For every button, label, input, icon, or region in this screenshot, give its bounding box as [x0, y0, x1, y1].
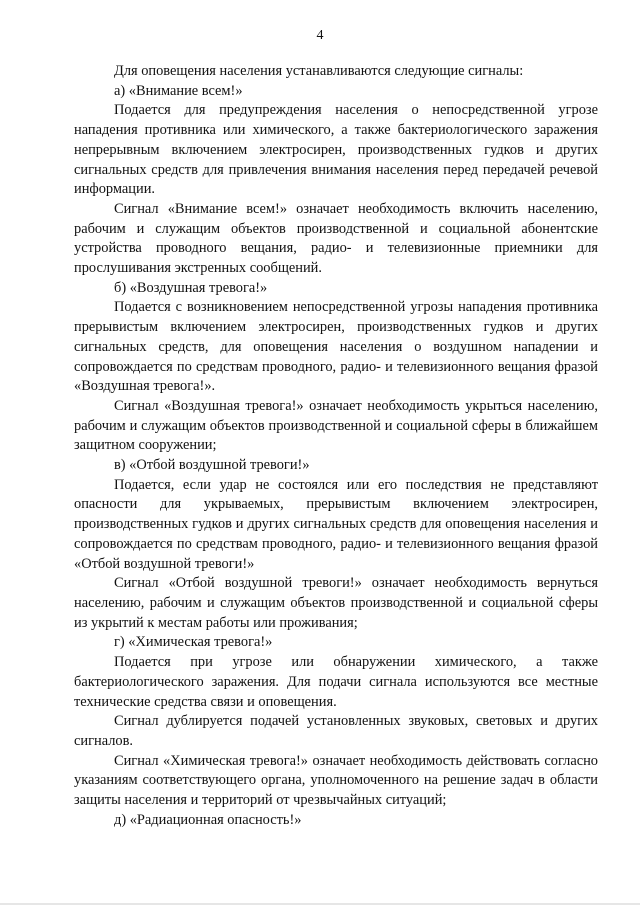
paragraph-attention-description: Подается для предупреждения населения о непосредственной угрозе нападения противника или химического, а также бактериологического заражения непрерывным включением электросирен, производственных гудков и других сигнальных средств для привлечения внимания населения перед передачей речевой информации.	[74, 102, 598, 198]
paragraph-air-raid-description: Подается с возникновением непосредственной угрозы нападения противника прерывистым включением электросирен, производственных гудков и других сигнальных средств, для оповещения населения о воздушном нападении и сопровождается по средствам проводного, радио- и телевизионного вещания фразой «Воздушная тревога!».	[74, 299, 598, 395]
paragraph-air-raid-meaning: Сигнал «Воздушная тревога!» означает необходимость укрыться населению, рабочим и служащим объектов производственной и социальной сферы в ближайшем защитном сооружении;	[74, 397, 598, 454]
paragraph-attention-meaning: Сигнал «Внимание всем!» означает необходимость включить населению, рабочим и служащим объектов производственной и социальной абонентские устройства проводного вещания, радио- и телевизионные приемники для прослушивания экстренных сообщений.	[74, 200, 598, 277]
document-body	[74, 62, 598, 830]
signal-heading-all-clear: в) «Отбой воздушной тревоги!»	[114, 457, 310, 474]
paragraph-all-clear-meaning: Сигнал «Отбой воздушной тревоги!» означает необходимость вернуться населению, рабочим и служащим объектов производственной и социальной сферы из укрытий к местам работы или проживания;	[74, 575, 598, 631]
signal-heading-air-raid: б) «Воздушная тревога!»	[114, 279, 268, 296]
paragraph-all-clear-description: Подается, если удар не состоялся или его последствия не представляют опасности для укрываемых, прерывистым включением электросирен, производственных гудков и других сигнальных средств для оповещения населения и сопровождается по средствам проводного, радио- и телевизионного вещания фразой «Отбой воздушной тревоги!»	[74, 476, 598, 572]
signal-heading-chemical: г) «Химическая тревога!»	[114, 634, 273, 651]
paragraph-chemical-meaning: Сигнал «Химическая тревога!» означает необходимость действовать согласно указаниям соответствующего органа, уполномоченного на решение задач в области защиты населения и территорий от чрезвычайных ситуаций;	[74, 752, 598, 809]
paragraph-intro: Для оповещения населения устанавливаются следующие сигналы:	[114, 63, 524, 79]
signal-heading-radiation: д) «Радиационная опасность!»	[114, 811, 302, 828]
page-number: 4	[316, 28, 324, 43]
paragraph-chemical-duplication: Сигнал дублируется подачей установленных звуковых, световых и других сигналов.	[74, 713, 598, 749]
signal-heading-attention: а) «Внимание всем!»	[114, 82, 243, 99]
paragraph-chemical-description: Подается при угрозе или обнаружении химического, а также бактериологического заражения. Для подачи сигнала используются все местные технические средства связи и оповещения.	[74, 654, 598, 710]
